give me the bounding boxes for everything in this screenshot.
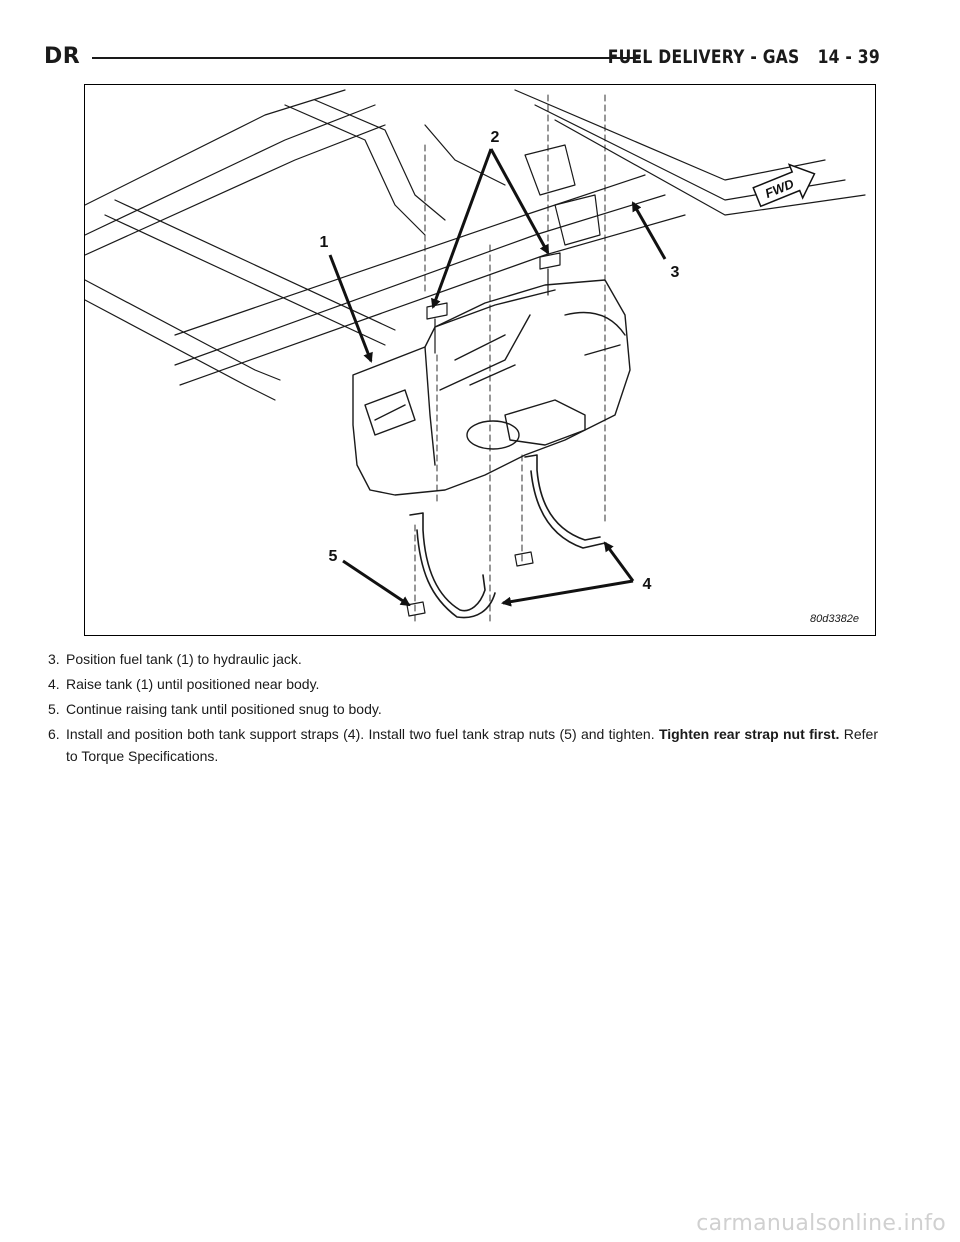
header-right <box>608 46 880 68</box>
header-rule <box>92 57 640 59</box>
step-text: Install and position both tank support straps (4). Install two fuel tank strap nuts (5) and tighten. <box>66 726 659 742</box>
step-text: Continue raising tank until positioned snug to body. <box>66 701 382 717</box>
figure-code: 80d3382e <box>810 613 859 625</box>
step-4 <box>48 673 878 695</box>
section-code: DR <box>44 44 81 69</box>
step-number: 3. <box>48 651 60 667</box>
callout-5: 5 <box>328 548 338 565</box>
callout-3: 3 <box>670 264 680 281</box>
step-text: Raise tank (1) until positioned near body. <box>66 676 320 692</box>
fuel-tank-drawing <box>85 85 877 637</box>
step-6 <box>48 723 878 767</box>
step-number: 4. <box>48 676 60 692</box>
fuel-tank-body <box>353 280 630 495</box>
page-header <box>44 44 880 74</box>
step-5 <box>48 698 878 720</box>
callout-1: 1 <box>319 234 329 251</box>
crossmember <box>105 100 505 345</box>
step-text: Position fuel tank (1) to hydraulic jack. <box>66 651 302 667</box>
step-number: 5. <box>48 701 60 717</box>
step-reference: Refer to Torque Specifications. <box>66 726 878 764</box>
strap-nuts <box>407 552 533 616</box>
frame-rail-front <box>515 90 865 215</box>
frame-rail-upper <box>85 90 385 255</box>
step-number: 6. <box>48 726 60 742</box>
support-strap-front <box>525 455 605 548</box>
procedure-steps <box>48 648 878 770</box>
step-3 <box>48 648 878 670</box>
fuel-tank-illustration <box>84 84 876 636</box>
step-warning: Tighten rear strap nut first. <box>658 726 840 742</box>
callout-4: 4 <box>642 576 652 593</box>
page-number: 14 - 39 <box>817 46 880 68</box>
section-title: FUEL DELIVERY - GAS <box>607 46 800 68</box>
fwd-label: FWD <box>762 175 796 201</box>
site-watermark: carmanualsonline.info <box>696 1211 946 1236</box>
callout-2: 2 <box>490 129 500 146</box>
